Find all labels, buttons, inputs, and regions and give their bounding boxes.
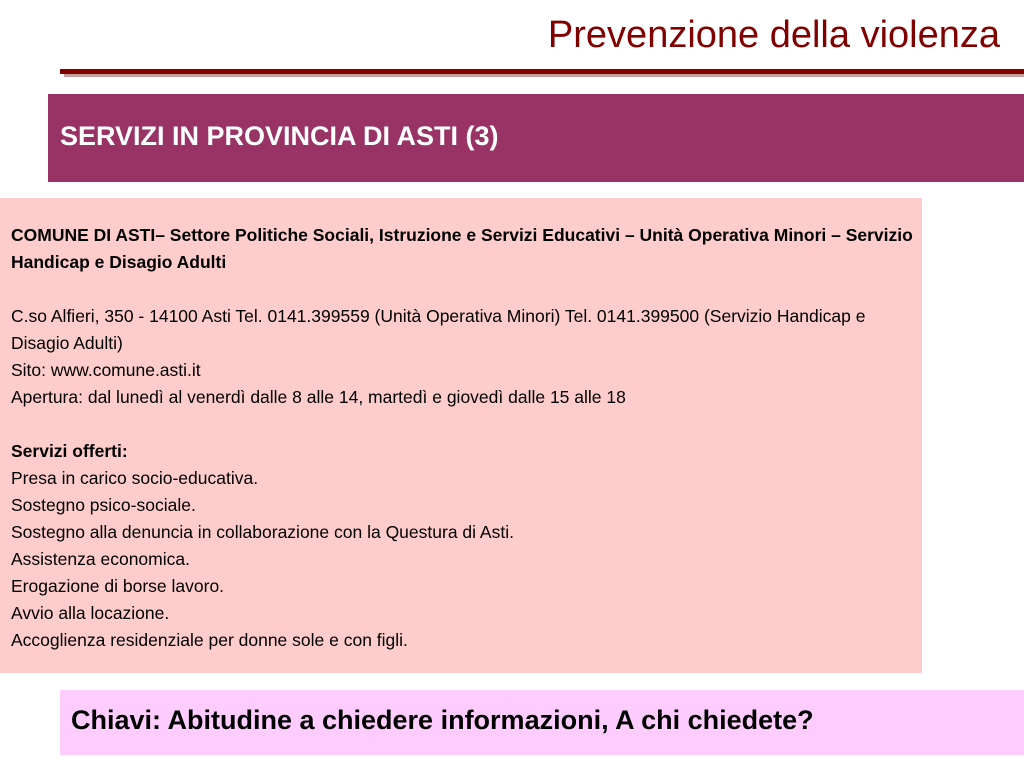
organization-heading: COMUNE DI ASTI– Settore Politiche Sociali, Istruzione e Servizi Educativi – Unità Operativa Minori – Servizio Handicap e Disagio Adulti xyxy=(11,225,913,272)
keys-box xyxy=(60,690,1024,755)
paragraph-gap xyxy=(11,411,916,438)
service-info-box xyxy=(0,198,922,673)
paragraph-gap xyxy=(11,276,916,303)
service-item: Assistenza economica. xyxy=(11,549,190,569)
website-line: Sito: www.comune.asti.it xyxy=(11,360,201,380)
service-item: Sostegno alla denuncia in collaborazione con la Questura di Asti. xyxy=(11,522,514,542)
section-heading: SERVIZI IN PROVINCIA DI ASTI (3) xyxy=(60,121,499,151)
address-line: C.so Alfieri, 350 - 14100 Asti Tel. 0141.399559 (Unità Operativa Minori) Tel. 0141.399500 (Servizio Handicap e Disagio Adulti) xyxy=(11,306,866,353)
title-underline-shadow xyxy=(64,74,1024,77)
services-heading: Servizi offerti: xyxy=(11,441,128,461)
service-item: Accoglienza residenziale per donne sole e con figli. xyxy=(11,630,408,650)
keys-text: Chiavi: Abitudine a chiedere informazioni, A chi chiedete? xyxy=(71,705,814,735)
service-info-content xyxy=(11,222,916,654)
slide-title: Prevenzione della violenza xyxy=(547,14,1000,56)
service-item: Avvio alla locazione. xyxy=(11,603,170,623)
section-banner xyxy=(48,94,1024,182)
service-item: Presa in carico socio-educativa. xyxy=(11,468,259,488)
service-item: Erogazione di borse lavoro. xyxy=(11,576,225,596)
opening-hours-line: Apertura: dal lunedì al venerdì dalle 8 alle 14, martedì e giovedì dalle 15 alle 18 xyxy=(11,387,626,407)
service-item: Sostegno psico-sociale. xyxy=(11,495,196,515)
